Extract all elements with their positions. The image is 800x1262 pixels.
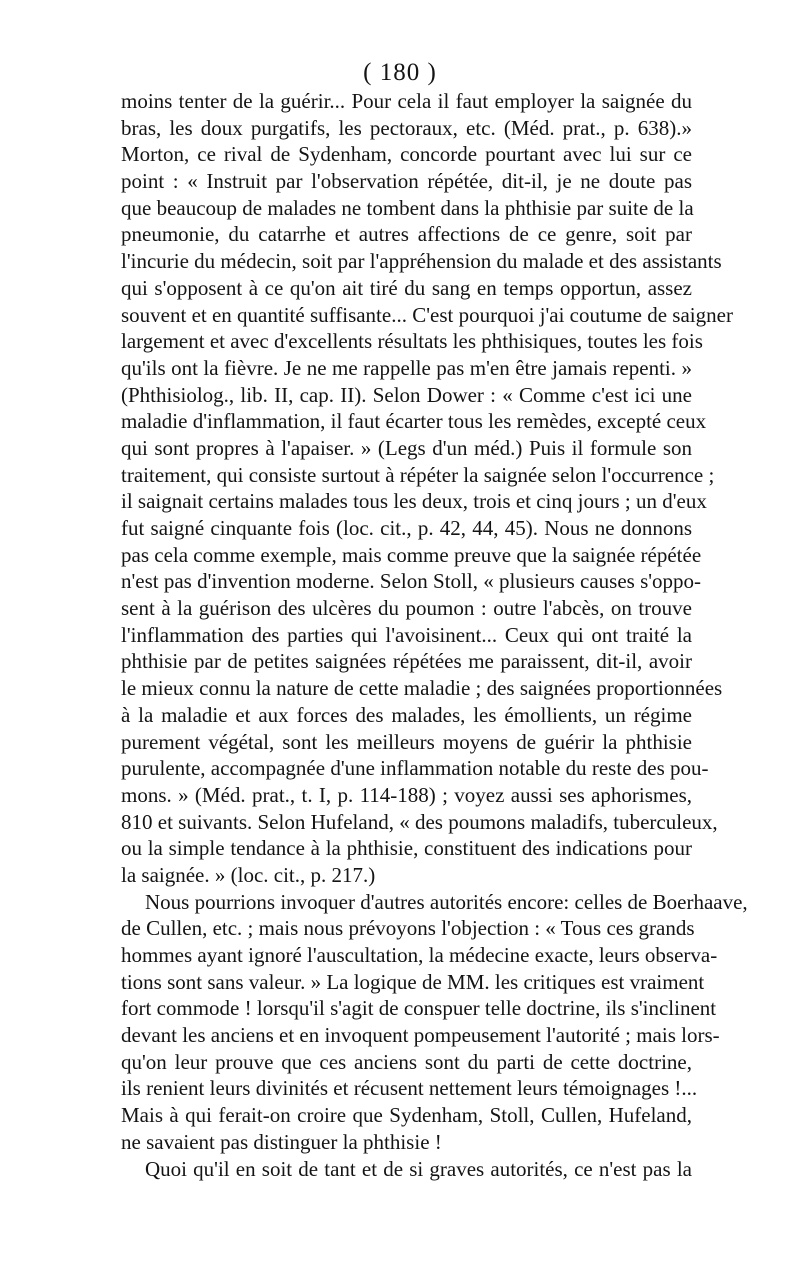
text-line: maladie d'inflammation, il faut écarter tous les remèdes, excepté ceux bbox=[121, 409, 707, 434]
text-line: sent à la guérison des ulcères du poumon : outre l'abcès, on trouve bbox=[121, 596, 692, 621]
text-line: souvent et en quantité suffisante... C'est pourquoi j'ai coutume de saigner bbox=[121, 302, 733, 327]
text-line: fut saigné cinquante fois (loc. cit., p. 42, 44, 45). Nous ne donnons bbox=[121, 516, 692, 540]
text-line: moins tenter de la guérir... Pour cela il faut employer la saignée du bbox=[121, 89, 692, 113]
text-line: 810 et suivants. Selon Hufeland, « des poumons maladifs, tuberculeux, bbox=[121, 809, 718, 834]
text-line: ils renient leurs divinités et récusent nettement leurs témoignages !... bbox=[121, 1076, 698, 1101]
text-line: de Cullen, etc. ; mais nous prévoyons l'objection : « Tous ces grands bbox=[121, 916, 695, 941]
text-line: l'incurie du médecin, soit par l'appréhension du malade et des assistants bbox=[121, 249, 722, 274]
text-line: qu'on leur prouve que ces anciens sont du parti de cette doctrine, bbox=[121, 1049, 692, 1074]
text-line: Nous pourrions invoquer d'autres autorités encore: celles de Boerhaave, bbox=[145, 889, 748, 914]
body-text bbox=[121, 88, 748, 1182]
text-line: pneumonie, du catarrhe et autres affections de ce genre, soit par bbox=[121, 222, 692, 247]
text-line: largement et avec d'excellents résultats les phthisiques, toutes les fois bbox=[121, 329, 703, 354]
text-line: le mieux connu la nature de cette maladie ; des saignées proportionnées bbox=[121, 676, 723, 701]
text-line: purement végétal, sont les meilleurs moyens de guérir la phthisie bbox=[121, 729, 692, 754]
text-line: Mais à qui ferait-on croire que Sydenham, Stoll, Cullen, Hufeland, bbox=[121, 1103, 692, 1128]
text-line: (Phthisiolog., lib. II, cap. II). Selon Dower : « Comme c'est ici une bbox=[121, 382, 692, 407]
text-line: ne savaient pas distinguer la phthisie ! bbox=[121, 1129, 442, 1154]
text-line: qu'ils ont la fièvre. Je ne me rappelle pas m'en être jamais repenti. » bbox=[121, 355, 692, 380]
text-line: hommes ayant ignoré l'auscultation, la médecine exacte, leurs observa- bbox=[121, 943, 718, 967]
text-line: que beaucoup de malades ne tombent dans la phthisie par suite de la bbox=[121, 195, 694, 220]
text-line: devant les anciens et en invoquent pompeusement l'autorité ; mais lors- bbox=[121, 1023, 720, 1048]
text-line: il saignait certains malades tous les deux, trois et cinq jours ; un d'eux bbox=[121, 489, 707, 514]
text-line: ou la simple tendance à la phthisie, constituent des indications pour bbox=[121, 836, 692, 861]
text-line: purulente, accompagnée d'une inflammation notable du reste des pou- bbox=[121, 756, 709, 781]
text-line: la saignée. » (loc. cit., p. 217.) bbox=[121, 862, 376, 887]
text-line: l'inflammation des parties qui l'avoisinent... Ceux qui ont traité la bbox=[121, 622, 692, 647]
text-line: mons. » (Méd. prat., t. I, p. 114-188) ; voyez aussi ses aphorismes, bbox=[121, 782, 692, 807]
text-line: qui sont propres à l'apaiser. » (Legs d'un méd.) Puis il formule son bbox=[121, 435, 692, 460]
text-line: Morton, ce rival de Sydenham, concorde pourtant avec lui sur ce bbox=[121, 142, 692, 167]
text-line: traitement, qui consiste surtout à répéter la saignée selon l'occurrence ; bbox=[121, 462, 715, 487]
text-line: tions sont sans valeur. » La logique de MM. les critiques est vraiment bbox=[121, 969, 705, 994]
page-number: ( 180 ) bbox=[363, 59, 437, 86]
text-line: qui s'opposent à ce qu'on ait tiré du sang en temps opportun, assez bbox=[121, 275, 692, 300]
text-line: pas cela comme exemple, mais comme preuve que la saignée répétée bbox=[121, 542, 702, 567]
text-line: Quoi qu'il en soit de tant et de si graves autorités, ce n'est pas la bbox=[145, 1156, 692, 1181]
text-line: fort commode ! lorsqu'il s'agit de conspuer telle doctrine, ils s'inclinent bbox=[121, 996, 717, 1021]
text-line: n'est pas d'invention moderne. Selon Stoll, « plusieurs causes s'oppo- bbox=[121, 569, 702, 594]
text-line: point : « Instruit par l'observation répétée, dit-il, je ne doute pas bbox=[121, 169, 692, 194]
text-line: bras, les doux purgatifs, les pectoraux, etc. (Méd. prat., p. 638).» bbox=[121, 115, 692, 140]
text-line: à la maladie et aux forces des malades, les émollients, un régime bbox=[121, 702, 692, 727]
text-line: phthisie par de petites saignées répétées me paraissent, dit-il, avoir bbox=[121, 649, 692, 674]
